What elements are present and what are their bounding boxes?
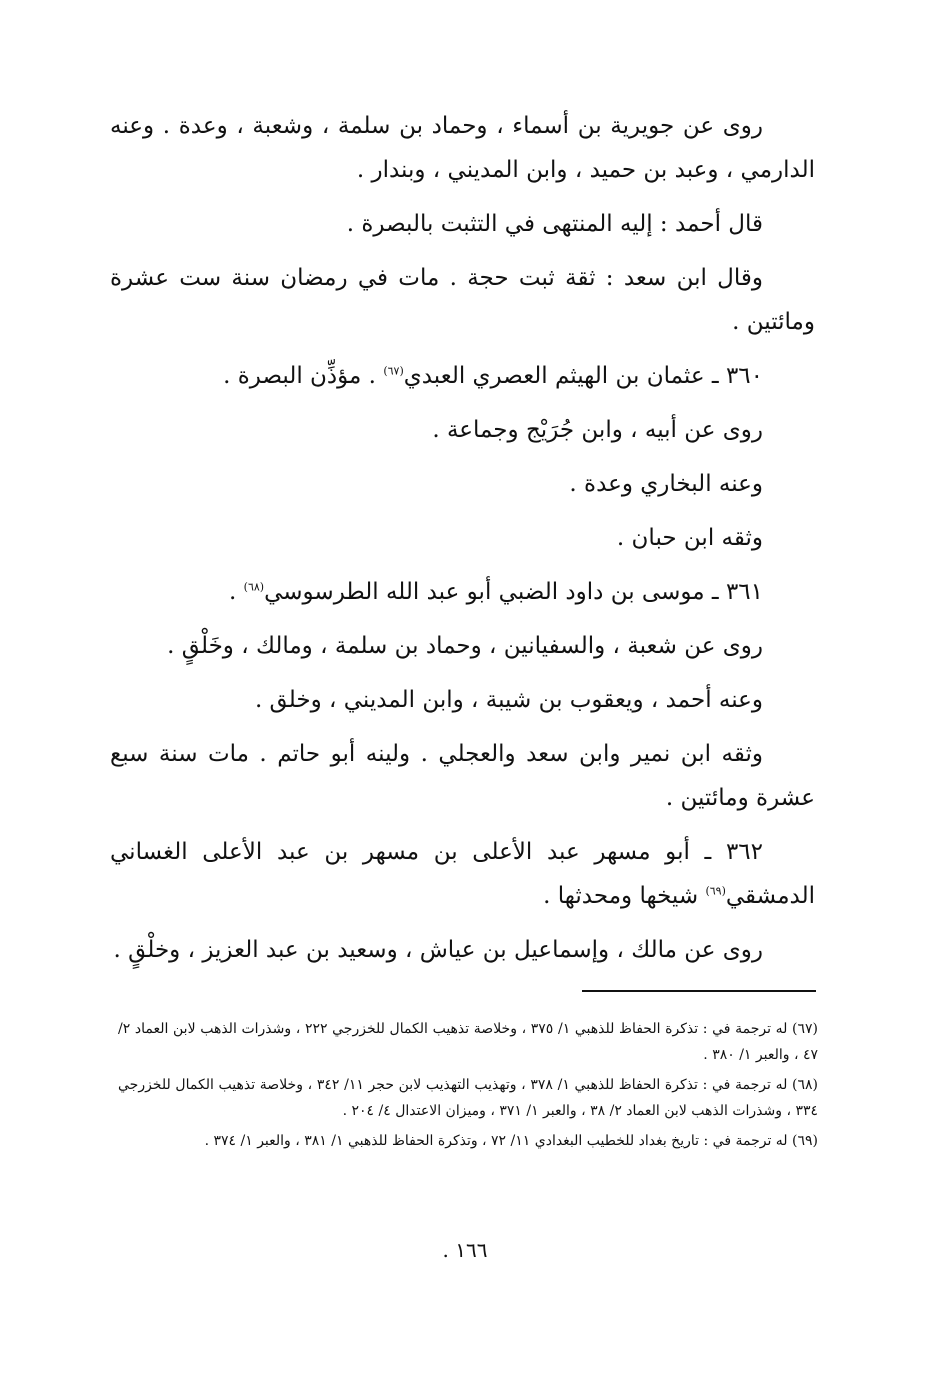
footnote-69: (٦٩) له ترجمة في : تاريخ بغداد للخطيب البغدادي ١١/ ٧٢ ، وتذكرة الحفاظ للذهبي ١/ ٣٨١ ، والعبر ١/ ٣٧٤ . bbox=[204, 1133, 818, 1149]
paragraph: وعنه البخاري وعدة . bbox=[569, 471, 763, 497]
main-text bbox=[110, 104, 815, 972]
footnote-ref-69: (٦٩) bbox=[705, 884, 726, 898]
paragraph: وقال ابن سعد : ثقة ثبت حجة . مات في رمضان سنة ست عشرة ومائتين . bbox=[110, 265, 815, 335]
entry-title-rest: . مؤذِّن البصرة . bbox=[223, 363, 384, 389]
entry-heading-360 bbox=[110, 354, 815, 398]
entry-title-rest: . bbox=[229, 579, 244, 605]
footnote-ref-67: (٦٧) bbox=[383, 364, 404, 378]
paragraph: روى عن جويرية بن أسماء ، وحماد بن سلمة ، وشعبة ، وعدة . وعنه الدارمي ، وعبد بن حميد ، وابن المديني ، وبندار . bbox=[110, 113, 815, 183]
paragraph: روى عن أبيه ، وابن جُرَيْج وجماعة . bbox=[432, 417, 763, 443]
paragraph: روى عن شعبة ، والسفيانين ، وحماد بن سلمة ، ومالك ، وخَلْقٍ . bbox=[167, 633, 763, 659]
paragraph: وعنه أحمد ، ويعقوب بن شيبة ، وابن المديني ، وخلق . bbox=[254, 687, 763, 713]
paragraph: وثقه ابن حبان . bbox=[616, 525, 763, 551]
paragraph: قال أحمد : إليه المنتهى في التثبت بالبصرة . bbox=[346, 211, 763, 237]
footnote-68: (٦٨) له ترجمة في : تذكرة الحفاظ للذهبي ١/ ٣٧٨ ، وتهذيب التهذيب لابن حجر ١١/ ٣٤٢ ، وخلاصة تذهيب الكمال للخزرجي ٣٣٤ ، وشذرات الذهب لابن العماد ٢/ ٣٨ ، والعبر ١/ ٣٧١ ، وميزان الاعتدال ٤/ ٢٠٤ . bbox=[118, 1077, 819, 1119]
entry-heading-362 bbox=[110, 830, 815, 918]
entry-heading-361 bbox=[110, 570, 815, 614]
footnote-divider bbox=[582, 990, 816, 992]
entry-title: ٣٦٢ ـ أبو مسهر عبد الأعلى بن مسهر بن عبد الأعلى الغساني الدمشقي bbox=[110, 839, 815, 909]
paragraph: روى عن مالك ، وإسماعيل بن عياش ، وسعيد بن عبد العزيز ، وخلْقٍ . bbox=[113, 937, 763, 963]
paragraph: وثقه ابن نمير وابن سعد والعجلي . ولينه أبو حاتم . مات سنة سبع عشرة ومائتين . bbox=[110, 741, 815, 811]
entry-title-rest: شيخها ومحدثها . bbox=[543, 883, 706, 909]
footnote-ref-68: (٦٨) bbox=[243, 580, 265, 594]
page-number: ١٦٦ . bbox=[442, 1238, 488, 1262]
entry-title: ٣٦١ ـ موسى بن داود الضبي أبو عبد الله الطرسوسي bbox=[264, 579, 763, 605]
footnote-67: (٦٧) له ترجمة في : تذكرة الحفاظ للذهبي ١/ ٣٧٥ ، وخلاصة تذهيب الكمال للخزرجي ٢٢٢ ، وشذرات الذهب لابن العماد ٢/ ٤٧ ، والعبر ١/ ٣٨٠ . bbox=[118, 1021, 818, 1063]
entry-title: ٣٦٠ ـ عثمان بن الهيثم العصري العبدي bbox=[403, 363, 763, 389]
footnotes bbox=[118, 1016, 818, 1158]
